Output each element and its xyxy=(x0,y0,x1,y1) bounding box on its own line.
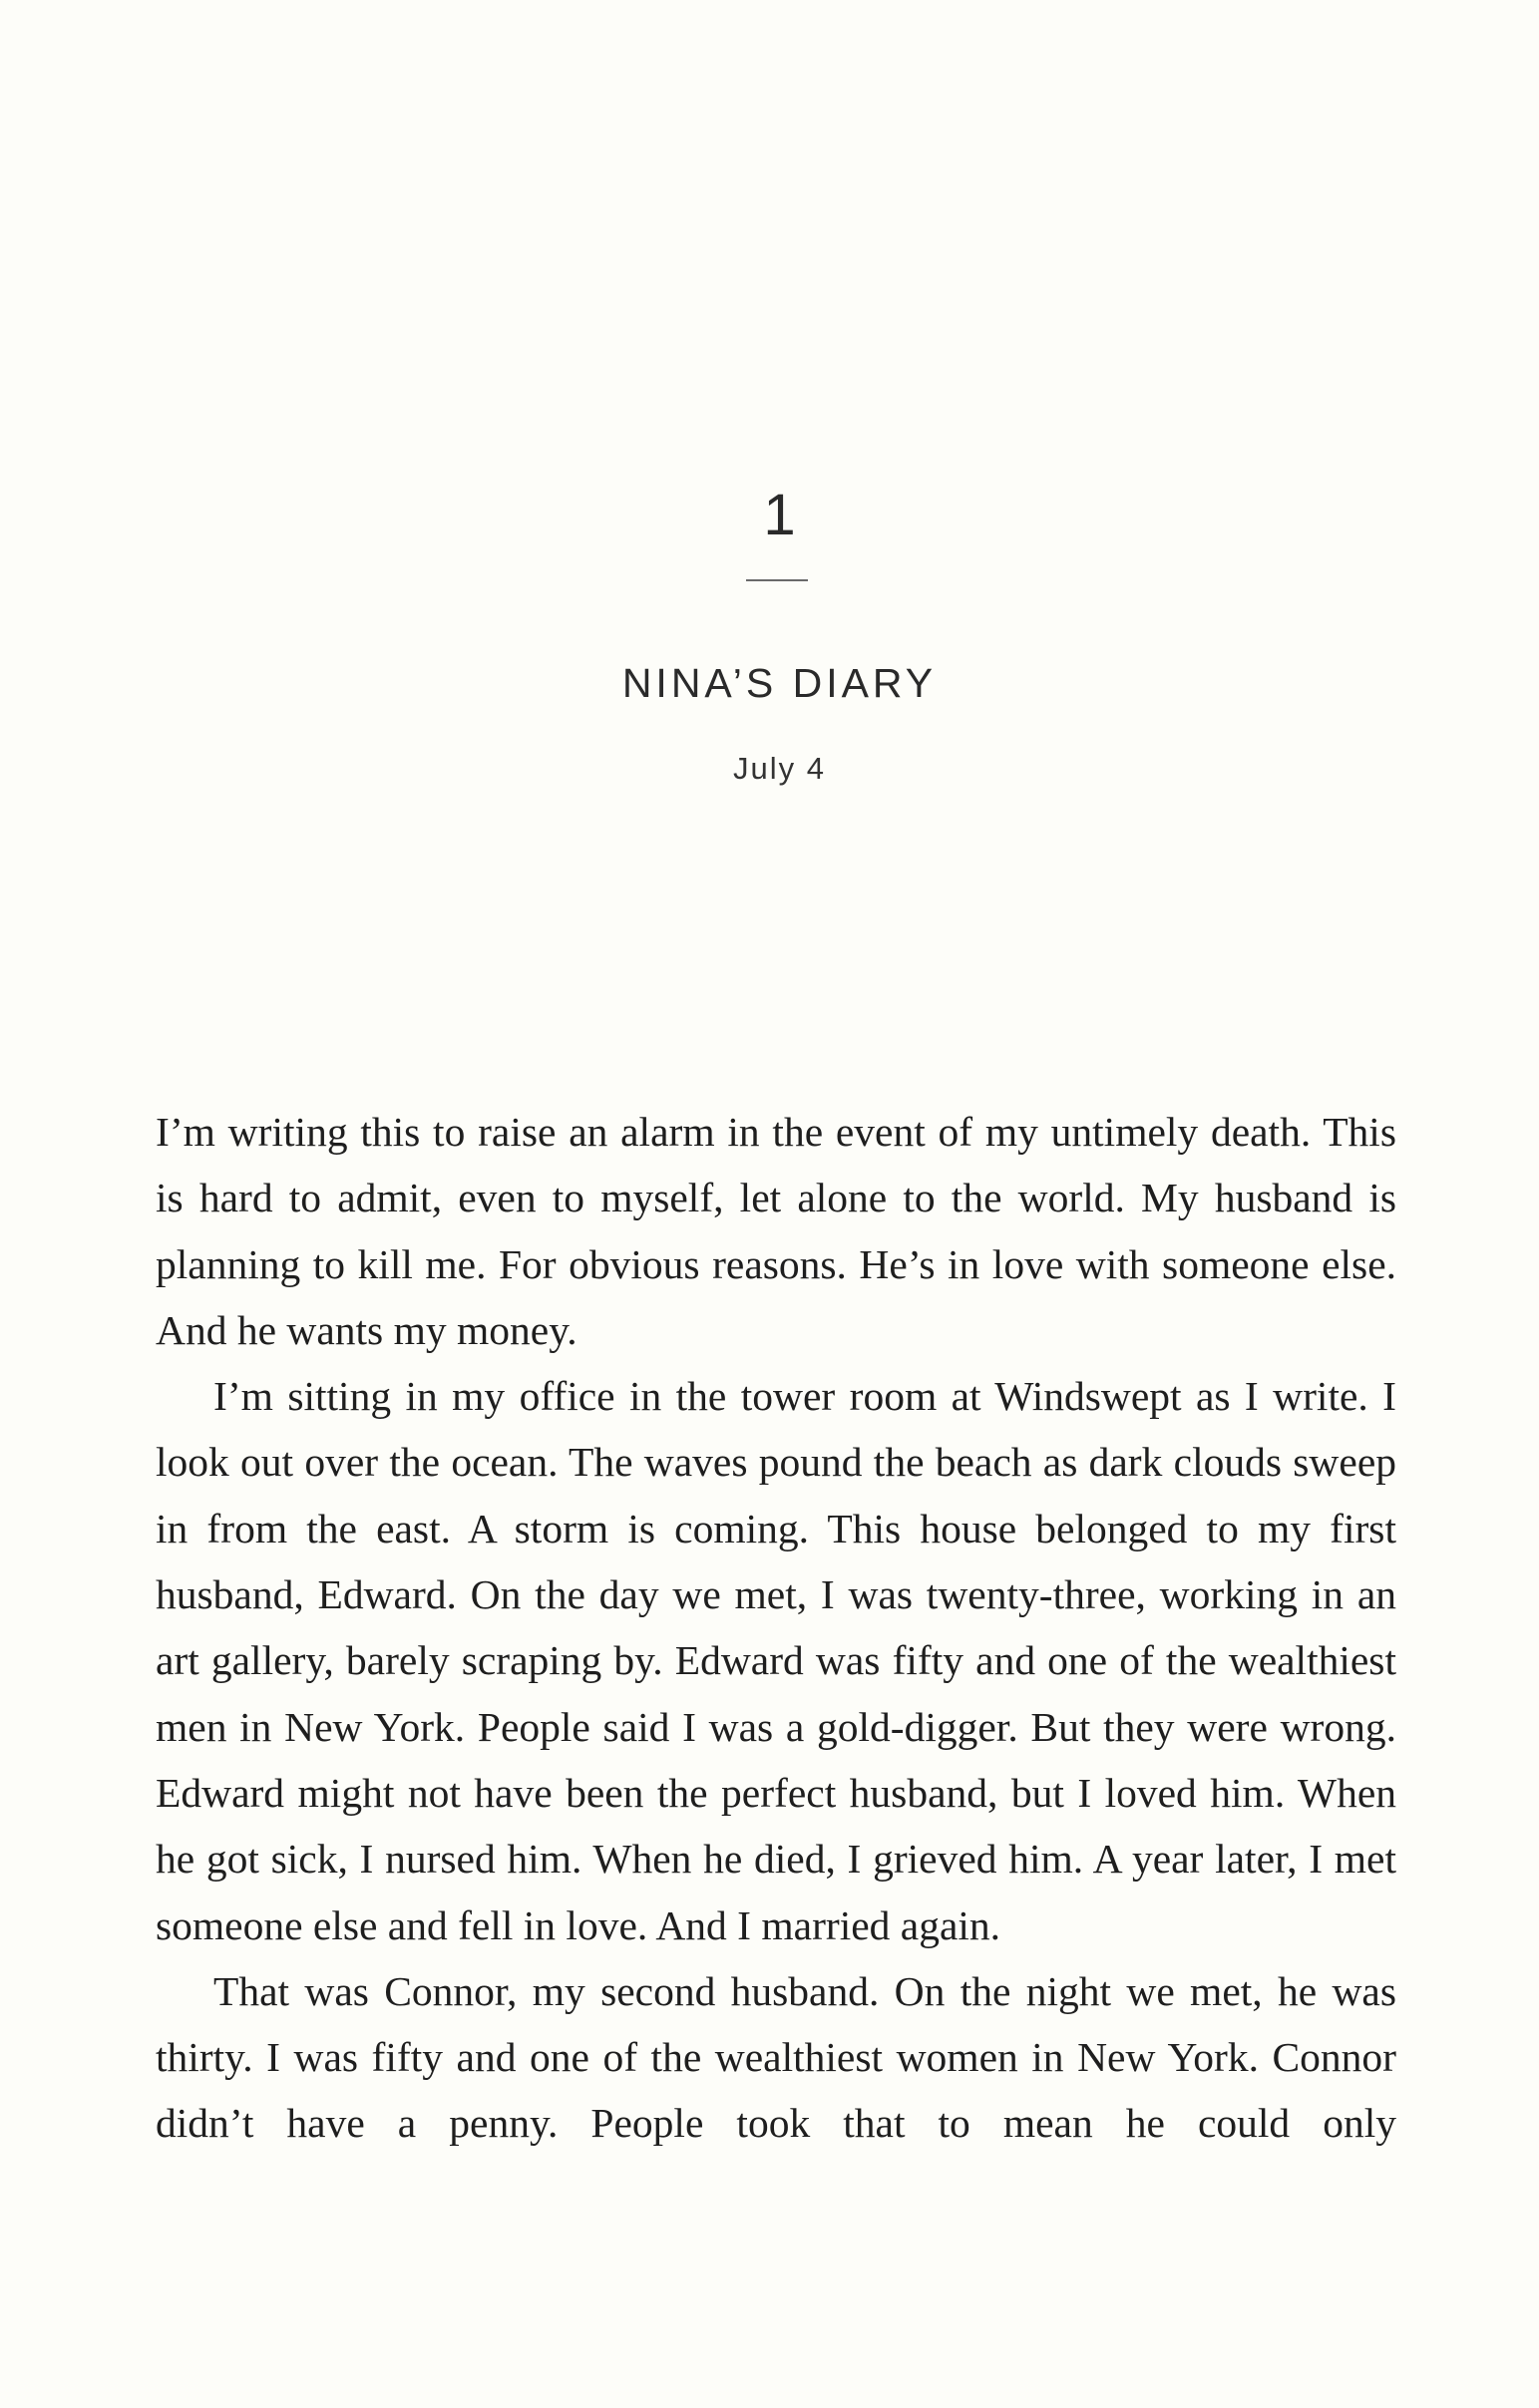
body-text xyxy=(156,1099,1396,2157)
paragraph: I’m sitting in my office in the tower room at Windswept as I write. I look out over the ocean. The waves pound the beach as dark clouds sweep in from the east. A storm is coming. This house belonged to my first husband, Edward. On the day we met, I was twenty-three, working in an art gallery, barely scraping by. Edward was fifty and one of the wealthiest men in New York. People said I was a gold-digger. But they were wrong. Edward might not have been the perfect husband, but I loved him. When he got sick, I nursed him. When he died, I grieved him. A year later, I met someone else and fell in love. And I married again. xyxy=(156,1373,1396,1948)
paragraph: That was Connor, my second husband. On the night we met, he was thirty. I was fifty and one of the wealthiest women in New York. Connor didn’t have a penny. People took that to mean he could only xyxy=(156,1967,1396,2147)
chapter-date: July 4 xyxy=(733,751,826,786)
chapter-title: NINA’S DIARY xyxy=(621,660,938,706)
chapter-divider xyxy=(746,579,808,581)
chapter-number: 1 xyxy=(763,483,796,547)
paragraph: I’m writing this to raise an alarm in the event of my untimely death. This is hard to admit, even to myself, let alone to the world. My husband is planning to kill me. For obvious reasons. He’s in love with someone else. And he wants my money. xyxy=(156,1109,1396,1353)
